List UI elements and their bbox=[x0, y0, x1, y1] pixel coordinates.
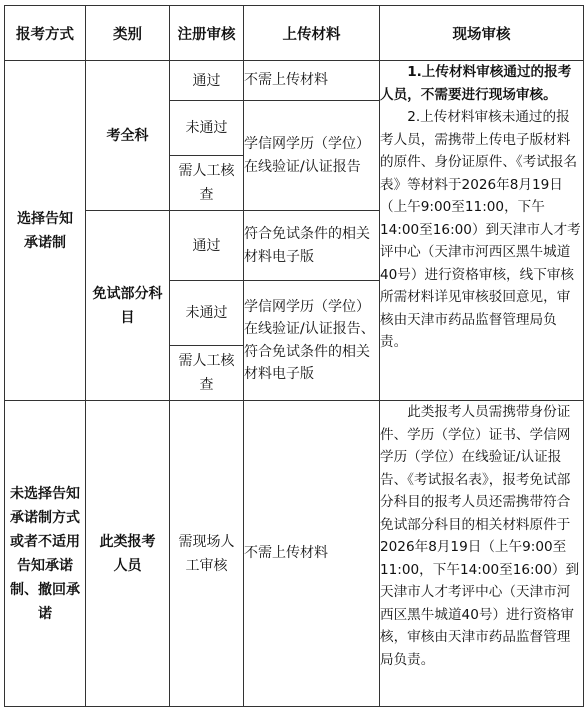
table-row bbox=[5, 401, 584, 707]
header-method: 报考方式 bbox=[5, 6, 86, 61]
onsite-note-2: 2.上传材料审核未通过的报考人员，需携带上传电子版材料的原件、身份证原件、《考试报名表》等材料于2026年8月19日（上午9:00至11:00，下午14:00至16:00）到天津市人才考评中心（天津市河西区黑牛城道40号）进行资格审核，线下审核所需材料详见审核驳回意见，审核由天津市药品监督管理局负责。 bbox=[380, 109, 581, 350]
upload-degree-report: 学信网学历（学位）在线验证/认证报告 bbox=[244, 101, 380, 211]
upload-exempt-materials: 符合免试条件的相关材料电子版 bbox=[244, 211, 380, 281]
header-registration-review: 注册审核 bbox=[170, 6, 244, 61]
category-full-subjects: 考全科 bbox=[86, 61, 170, 211]
review-status-failed: 未通过 bbox=[170, 101, 244, 156]
onsite-note-1: 1.上传材料审核通过的报考人员，不需要进行现场审核。 bbox=[380, 64, 572, 103]
review-status-onsite-manual: 需现场人工审核 bbox=[170, 401, 244, 707]
method-no-commitment: 未选择告知承诺制方式或者不适用告知承诺制、撤回承诺 bbox=[5, 401, 86, 707]
header-category: 类别 bbox=[86, 6, 170, 61]
method-commitment: 选择告知承诺制 bbox=[5, 61, 86, 401]
upload-not-required: 不需上传材料 bbox=[244, 61, 380, 101]
table-row bbox=[5, 61, 584, 101]
onsite-review-commitment bbox=[380, 61, 584, 401]
review-status-manual: 需人工核查 bbox=[170, 346, 244, 401]
category-exempt-subjects: 免试部分科目 bbox=[86, 211, 170, 401]
header-row bbox=[5, 6, 584, 61]
header-upload-materials: 上传材料 bbox=[244, 6, 380, 61]
registration-table bbox=[4, 5, 584, 707]
onsite-review-no-commitment bbox=[380, 401, 584, 707]
review-status-manual: 需人工核查 bbox=[170, 156, 244, 211]
header-onsite-review: 现场审核 bbox=[380, 6, 584, 61]
review-status-passed: 通过 bbox=[170, 61, 244, 101]
onsite-note-3: 此类报考人员需携带身份证件、学历（学位）证书、学信网学历（学位）在线验证/认证报告、《考试报名表》，报考免试部分科目的报考人员还需携带符合免试部分科目的相关材料原件于2026年8月19日（上午9:00至11:00，下午14:00至16:00）到天津市人才考评中心（天津市河西区黑牛城道40号）进行资格审核，审核由天津市药品监督管理局负责。 bbox=[380, 404, 580, 668]
upload-degree-and-exempt-materials: 学信网学历（学位）在线验证/认证报告、符合免试条件的相关材料电子版 bbox=[244, 281, 380, 401]
review-status-passed: 通过 bbox=[170, 211, 244, 281]
review-status-failed: 未通过 bbox=[170, 281, 244, 346]
category-these-applicants: 此类报考人员 bbox=[86, 401, 170, 707]
upload-not-required: 不需上传材料 bbox=[244, 401, 380, 707]
